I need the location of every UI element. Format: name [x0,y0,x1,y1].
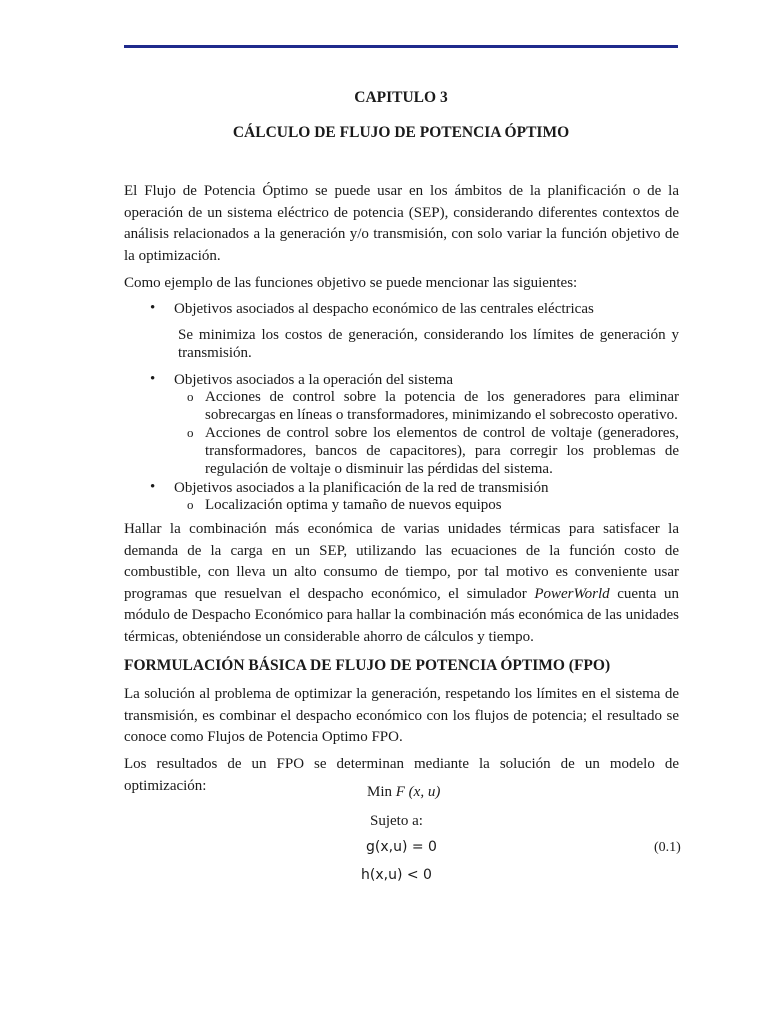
chapter-label: CAPITULO 3 [354,89,448,106]
examples-intro: Como ejemplo de las funciones objetivo se puede mencionar las siguientes: [124,275,578,291]
header-rule [124,45,678,48]
bullet-marker: • [150,371,156,387]
paragraph-powerworld: Hallar la combinación más económica de varias unidades térmicas para satisfacer la demanda de la carga en un SEP, utilizando las ecuaciones de la función costo de combustible, con lleva un alto consumo de tiempo, por tal motivo es conveniente usar programas que resuelvan el despacho económico, el simulador PowerWorld cuenta un módulo de Despacho Económico para hallar la combinación más económica de las unidades térmicas, obteniéndose un considerable ahorro de cálculos y tiempo. [124,521,680,645]
equality-constraint: g(x,u) = 0 [366,839,437,855]
bullet-item: Objetivos asociados al despacho económico de las centrales eléctricas [174,301,594,317]
bullet-marker: • [150,300,156,316]
sub-bullet-marker: o [187,497,194,512]
sub-bullet-marker: o [187,425,194,440]
sub-bullet-item: Acciones de control sobre los elementos de control de voltaje (generadores, transformadores, bancos de capacitores), para corregir los problemas de regulación de voltaje o disminuir las pérdidas del sistema. [205,425,679,477]
intro-paragraph: El Flujo de Potencia Óptimo se puede usar en los ámbitos de la planificación o de la operación de un sistema eléctrico de potencia (SEP), considerando diferentes contextos de análisis relacionados a la generación y/o transmisión, con solo variar la función objetivo de la optimización. [124,183,679,264]
bullet-item: Objetivos asociados a la operación del sistema [174,372,454,388]
paragraph-solution: La solución al problema de optimizar la generación, respetando los límites en el sistema de transmisión, es combinar el despacho económico con los flujos de potencia; el resultado se conoce como Flujos de Potencia Optimo FPO. [124,686,679,745]
chapter-title: CÁLCULO DE FLUJO DE POTENCIA ÓPTIMO [232,124,570,141]
sub-bullet-marker: o [187,389,194,404]
inequality-constraint: h(x,u) < 0 [361,867,432,883]
objective-function: Min F (x, u) [367,784,441,800]
sub-bullet-item: Localización optima y tamaño de nuevos equipos [205,497,502,513]
bullet-marker: • [150,479,156,495]
subject-to-label: Sujeto a: [370,813,423,829]
bullet-item: Objetivos asociados a la planificación de la red de transmisión [174,480,549,496]
powerworld-emphasis: PowerWorld [534,585,610,602]
sub-bullet-item: Acciones de control sobre la potencia de los generadores para eliminar sobrecargas en líneas o transformadores, minimizando el sobrecosto operativo. [205,389,679,423]
equation-number: (0.1) [654,840,681,855]
paragraph-model-intro: Los resultados de un FPO se determinan mediante la solución de un modelo de optimización: [124,756,679,794]
bullet-detail: Se minimiza los costos de generación, considerando los límites de generación y transmisión. [178,327,679,361]
section-heading: FORMULACIÓN BÁSICA DE FLUJO DE POTENCIA ÓPTIMO (FPO) [124,657,611,674]
